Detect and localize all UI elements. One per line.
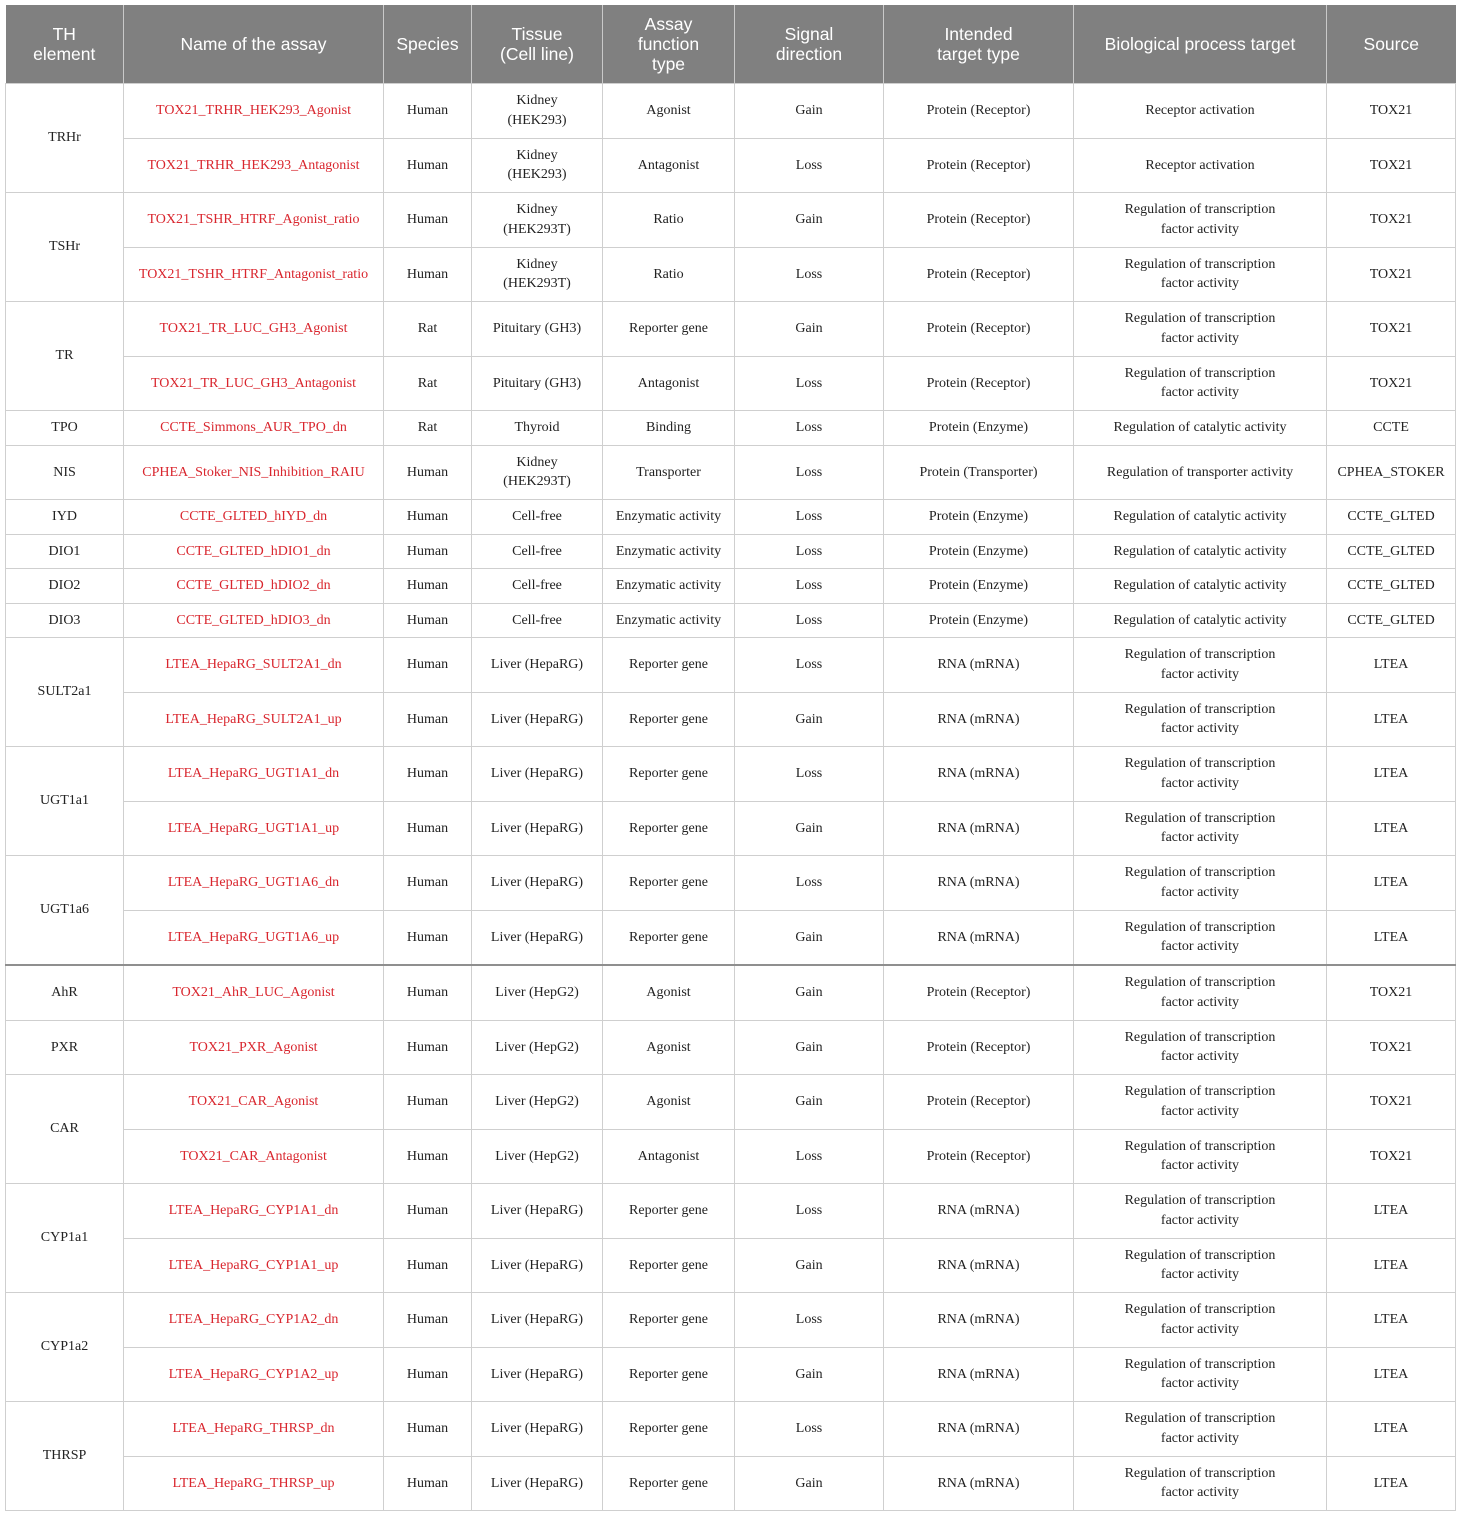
source-cell: TOX21 xyxy=(1327,193,1456,248)
assay-name-link[interactable]: TOX21_CAR_Antagonist xyxy=(124,1129,384,1184)
process-target-cell: Regulation of catalytic activity xyxy=(1074,411,1327,446)
th-element-cell: AhR xyxy=(6,965,124,1020)
species-cell: Rat xyxy=(384,302,472,357)
signal-direction-cell: Loss xyxy=(735,856,884,911)
assay-name-link[interactable]: LTEA_HepaRG_UGT1A6_up xyxy=(124,910,384,965)
process-target-cell: Regulation of transcription factor activity xyxy=(1074,747,1327,802)
tissue-cell: Pituitary (GH3) xyxy=(472,356,603,411)
header-assay-function-type: Assay function type xyxy=(603,5,735,84)
assay-function-cell: Reporter gene xyxy=(603,1238,735,1293)
assay-function-cell: Agonist xyxy=(603,1075,735,1130)
assay-function-cell: Enzymatic activity xyxy=(603,569,735,604)
assay-name-link[interactable]: LTEA_HepaRG_CYP1A1_up xyxy=(124,1238,384,1293)
target-type-cell: RNA (mRNA) xyxy=(884,856,1074,911)
assay-function-cell: Antagonist xyxy=(603,138,735,193)
process-target-cell: Regulation of transcription factor activity xyxy=(1074,1456,1327,1511)
th-element-cell: UGT1a1 xyxy=(6,747,124,856)
signal-direction-cell: Loss xyxy=(735,1184,884,1239)
assay-name-link[interactable]: TOX21_TSHR_HTRF_Agonist_ratio xyxy=(124,193,384,248)
process-target-cell: Regulation of catalytic activity xyxy=(1074,603,1327,638)
source-cell: LTEA xyxy=(1327,910,1456,965)
signal-direction-cell: Loss xyxy=(735,747,884,802)
assay-function-cell: Reporter gene xyxy=(603,801,735,856)
assay-name-link[interactable]: LTEA_HepaRG_THRSP_dn xyxy=(124,1402,384,1457)
assay-name-link[interactable]: TOX21_TRHR_HEK293_Antagonist xyxy=(124,138,384,193)
target-type-cell: RNA (mRNA) xyxy=(884,638,1074,693)
process-target-cell: Regulation of transcription factor activity xyxy=(1074,1238,1327,1293)
target-type-cell: Protein (Enzyme) xyxy=(884,411,1074,446)
process-target-cell: Regulation of transcription factor activity xyxy=(1074,1293,1327,1348)
assay-function-cell: Enzymatic activity xyxy=(603,603,735,638)
target-type-cell: RNA (mRNA) xyxy=(884,1184,1074,1239)
tissue-cell: Liver (HepaRG) xyxy=(472,801,603,856)
signal-direction-cell: Gain xyxy=(735,801,884,856)
table-row xyxy=(6,1075,1456,1130)
tissue-cell: Liver (HepG2) xyxy=(472,1020,603,1075)
assay-name-link[interactable]: LTEA_HepaRG_CYP1A2_up xyxy=(124,1347,384,1402)
table-row xyxy=(6,1456,1456,1511)
assay-function-cell: Agonist xyxy=(603,84,735,139)
assay-name-link[interactable]: LTEA_HepaRG_UGT1A1_dn xyxy=(124,747,384,802)
species-cell: Human xyxy=(384,801,472,856)
tissue-cell: Liver (HepaRG) xyxy=(472,1293,603,1348)
target-type-cell: Protein (Enzyme) xyxy=(884,569,1074,604)
th-element-cell: DIO1 xyxy=(6,534,124,569)
species-cell: Human xyxy=(384,84,472,139)
target-type-cell: Protein (Enzyme) xyxy=(884,500,1074,535)
source-cell: TOX21 xyxy=(1327,1020,1456,1075)
source-cell: TOX21 xyxy=(1327,302,1456,357)
tissue-cell: Cell-free xyxy=(472,500,603,535)
species-cell: Human xyxy=(384,193,472,248)
species-cell: Human xyxy=(384,247,472,302)
process-target-cell: Regulation of catalytic activity xyxy=(1074,569,1327,604)
signal-direction-cell: Loss xyxy=(735,247,884,302)
assay-name-link[interactable]: TOX21_AhR_LUC_Agonist xyxy=(124,965,384,1020)
assay-function-cell: Reporter gene xyxy=(603,1347,735,1402)
process-target-cell: Regulation of transcription factor activity xyxy=(1074,638,1327,693)
process-target-cell: Regulation of transcription factor activity xyxy=(1074,356,1327,411)
signal-direction-cell: Loss xyxy=(735,534,884,569)
source-cell: LTEA xyxy=(1327,638,1456,693)
table-row xyxy=(6,534,1456,569)
target-type-cell: RNA (mRNA) xyxy=(884,1238,1074,1293)
process-target-cell: Regulation of catalytic activity xyxy=(1074,500,1327,535)
signal-direction-cell: Gain xyxy=(735,1020,884,1075)
tissue-cell: Thyroid xyxy=(472,411,603,446)
tissue-cell: Liver (HepaRG) xyxy=(472,1456,603,1511)
signal-direction-cell: Gain xyxy=(735,1075,884,1130)
table-row xyxy=(6,193,1456,248)
target-type-cell: Protein (Receptor) xyxy=(884,1075,1074,1130)
assay-function-cell: Ratio xyxy=(603,193,735,248)
signal-direction-cell: Loss xyxy=(735,411,884,446)
process-target-cell: Regulation of transcription factor activity xyxy=(1074,856,1327,911)
assay-name-link[interactable]: TOX21_CAR_Agonist xyxy=(124,1075,384,1130)
header-biological-process-target: Biological process target xyxy=(1074,5,1327,84)
signal-direction-cell: Loss xyxy=(735,500,884,535)
target-type-cell: RNA (mRNA) xyxy=(884,801,1074,856)
assay-function-cell: Antagonist xyxy=(603,356,735,411)
th-element-cell: SULT2a1 xyxy=(6,638,124,747)
source-cell: TOX21 xyxy=(1327,356,1456,411)
species-cell: Human xyxy=(384,1402,472,1457)
source-cell: CCTE_GLTED xyxy=(1327,603,1456,638)
table-body xyxy=(6,84,1456,1511)
assay-function-cell: Reporter gene xyxy=(603,1293,735,1348)
th-element-cell: TRHr xyxy=(6,84,124,193)
process-target-cell: Regulation of transporter activity xyxy=(1074,445,1327,500)
assay-name-link[interactable]: TOX21_PXR_Agonist xyxy=(124,1020,384,1075)
species-cell: Human xyxy=(384,138,472,193)
source-cell: TOX21 xyxy=(1327,247,1456,302)
table-row xyxy=(6,500,1456,535)
tissue-cell: Pituitary (GH3) xyxy=(472,302,603,357)
target-type-cell: Protein (Receptor) xyxy=(884,1020,1074,1075)
assay-function-cell: Reporter gene xyxy=(603,1456,735,1511)
target-type-cell: Protein (Receptor) xyxy=(884,356,1074,411)
assay-function-cell: Antagonist xyxy=(603,1129,735,1184)
source-cell: LTEA xyxy=(1327,1184,1456,1239)
process-target-cell: Regulation of transcription factor activity xyxy=(1074,247,1327,302)
species-cell: Human xyxy=(384,1020,472,1075)
header-tissue: Tissue (Cell line) xyxy=(472,5,603,84)
table-row xyxy=(6,1020,1456,1075)
process-target-cell: Regulation of transcription factor activity xyxy=(1074,965,1327,1020)
table-row xyxy=(6,965,1456,1020)
source-cell: CCTE xyxy=(1327,411,1456,446)
signal-direction-cell: Gain xyxy=(735,84,884,139)
assay-name-link[interactable]: CCTE_GLTED_hDIO3_dn xyxy=(124,603,384,638)
table-row xyxy=(6,1347,1456,1402)
assay-function-cell: Reporter gene xyxy=(603,1184,735,1239)
header-row xyxy=(6,5,1456,84)
table-row xyxy=(6,801,1456,856)
assay-function-cell: Binding xyxy=(603,411,735,446)
assay-name-link[interactable]: LTEA_HepaRG_THRSP_up xyxy=(124,1456,384,1511)
signal-direction-cell: Loss xyxy=(735,138,884,193)
assay-name-link[interactable]: TOX21_TRHR_HEK293_Agonist xyxy=(124,84,384,139)
assay-name-link[interactable]: LTEA_HepaRG_CYP1A2_dn xyxy=(124,1293,384,1348)
header-source: Source xyxy=(1327,5,1456,84)
signal-direction-cell: Gain xyxy=(735,965,884,1020)
header-signal-direction: Signal direction xyxy=(735,5,884,84)
th-element-cell: PXR xyxy=(6,1020,124,1075)
th-element-cell: TSHr xyxy=(6,193,124,302)
assay-function-cell: Reporter gene xyxy=(603,638,735,693)
process-target-cell: Regulation of transcription factor activity xyxy=(1074,910,1327,965)
process-target-cell: Regulation of transcription factor activity xyxy=(1074,1347,1327,1402)
species-cell: Human xyxy=(384,1456,472,1511)
signal-direction-cell: Loss xyxy=(735,445,884,500)
tissue-cell: Liver (HepaRG) xyxy=(472,638,603,693)
source-cell: TOX21 xyxy=(1327,138,1456,193)
table-row xyxy=(6,1184,1456,1239)
assay-function-cell: Reporter gene xyxy=(603,1402,735,1457)
assay-table-container xyxy=(5,5,1455,1511)
target-type-cell: Protein (Receptor) xyxy=(884,247,1074,302)
th-element-cell: TR xyxy=(6,302,124,411)
assay-name-link[interactable]: LTEA_HepaRG_CYP1A1_dn xyxy=(124,1184,384,1239)
tissue-cell: Cell-free xyxy=(472,534,603,569)
th-element-cell: UGT1a6 xyxy=(6,856,124,966)
tissue-cell: Cell-free xyxy=(472,569,603,604)
tissue-cell: Kidney (HEK293T) xyxy=(472,193,603,248)
target-type-cell: Protein (Receptor) xyxy=(884,84,1074,139)
species-cell: Human xyxy=(384,603,472,638)
species-cell: Human xyxy=(384,1075,472,1130)
source-cell: TOX21 xyxy=(1327,1075,1456,1130)
th-element-cell: TPO xyxy=(6,411,124,446)
process-target-cell: Regulation of transcription factor activity xyxy=(1074,1020,1327,1075)
header-species: Species xyxy=(384,5,472,84)
th-element-cell: CAR xyxy=(6,1075,124,1184)
process-target-cell: Regulation of transcription factor activity xyxy=(1074,193,1327,248)
table-row xyxy=(6,247,1456,302)
source-cell: LTEA xyxy=(1327,1238,1456,1293)
assay-function-cell: Agonist xyxy=(603,1020,735,1075)
th-element-cell: DIO3 xyxy=(6,603,124,638)
process-target-cell: Regulation of transcription factor activity xyxy=(1074,692,1327,747)
assay-table xyxy=(5,5,1456,1511)
signal-direction-cell: Gain xyxy=(735,692,884,747)
table-row xyxy=(6,603,1456,638)
th-element-cell: NIS xyxy=(6,445,124,500)
target-type-cell: RNA (mRNA) xyxy=(884,910,1074,965)
tissue-cell: Liver (HepG2) xyxy=(472,1129,603,1184)
target-type-cell: RNA (mRNA) xyxy=(884,1402,1074,1457)
assay-name-link[interactable]: LTEA_HepaRG_SULT2A1_dn xyxy=(124,638,384,693)
species-cell: Human xyxy=(384,856,472,911)
target-type-cell: Protein (Enzyme) xyxy=(884,603,1074,638)
table-row xyxy=(6,445,1456,500)
table-row xyxy=(6,1129,1456,1184)
source-cell: TOX21 xyxy=(1327,84,1456,139)
assay-function-cell: Enzymatic activity xyxy=(603,500,735,535)
table-row xyxy=(6,569,1456,604)
signal-direction-cell: Gain xyxy=(735,302,884,357)
table-row xyxy=(6,84,1456,139)
table-row xyxy=(6,692,1456,747)
target-type-cell: RNA (mRNA) xyxy=(884,1347,1074,1402)
table-row xyxy=(6,747,1456,802)
signal-direction-cell: Gain xyxy=(735,1238,884,1293)
assay-name-link[interactable]: CCTE_GLTED_hDIO2_dn xyxy=(124,569,384,604)
source-cell: LTEA xyxy=(1327,801,1456,856)
source-cell: LTEA xyxy=(1327,1347,1456,1402)
assay-name-link[interactable]: CCTE_Simmons_AUR_TPO_dn xyxy=(124,411,384,446)
tissue-cell: Cell-free xyxy=(472,603,603,638)
tissue-cell: Liver (HepaRG) xyxy=(472,1402,603,1457)
source-cell: CCTE_GLTED xyxy=(1327,569,1456,604)
assay-name-link[interactable]: TOX21_TSHR_HTRF_Antagonist_ratio xyxy=(124,247,384,302)
target-type-cell: Protein (Receptor) xyxy=(884,193,1074,248)
tissue-cell: Liver (HepaRG) xyxy=(472,1184,603,1239)
table-row xyxy=(6,856,1456,911)
process-target-cell: Regulation of catalytic activity xyxy=(1074,534,1327,569)
table-row xyxy=(6,302,1456,357)
tissue-cell: Kidney (HEK293) xyxy=(472,84,603,139)
process-target-cell: Regulation of transcription factor activity xyxy=(1074,1402,1327,1457)
signal-direction-cell: Loss xyxy=(735,356,884,411)
assay-function-cell: Reporter gene xyxy=(603,856,735,911)
signal-direction-cell: Loss xyxy=(735,603,884,638)
source-cell: LTEA xyxy=(1327,1456,1456,1511)
species-cell: Human xyxy=(384,534,472,569)
species-cell: Human xyxy=(384,1293,472,1348)
signal-direction-cell: Loss xyxy=(735,569,884,604)
source-cell: CCTE_GLTED xyxy=(1327,534,1456,569)
assay-function-cell: Ratio xyxy=(603,247,735,302)
assay-name-link[interactable]: LTEA_HepaRG_UGT1A6_dn xyxy=(124,856,384,911)
tissue-cell: Liver (HepaRG) xyxy=(472,1347,603,1402)
source-cell: CPHEA_STOKER xyxy=(1327,445,1456,500)
source-cell: LTEA xyxy=(1327,1293,1456,1348)
species-cell: Human xyxy=(384,500,472,535)
tissue-cell: Liver (HepaRG) xyxy=(472,1238,603,1293)
assay-function-cell: Transporter xyxy=(603,445,735,500)
species-cell: Human xyxy=(384,1184,472,1239)
source-cell: TOX21 xyxy=(1327,1129,1456,1184)
target-type-cell: RNA (mRNA) xyxy=(884,1456,1074,1511)
species-cell: Human xyxy=(384,638,472,693)
process-target-cell: Receptor activation xyxy=(1074,84,1327,139)
assay-function-cell: Reporter gene xyxy=(603,692,735,747)
signal-direction-cell: Loss xyxy=(735,1402,884,1457)
header-assay-name: Name of the assay xyxy=(124,5,384,84)
tissue-cell: Kidney (HEK293T) xyxy=(472,445,603,500)
signal-direction-cell: Loss xyxy=(735,1293,884,1348)
target-type-cell: Protein (Receptor) xyxy=(884,1129,1074,1184)
species-cell: Human xyxy=(384,569,472,604)
tissue-cell: Kidney (HEK293) xyxy=(472,138,603,193)
process-target-cell: Regulation of transcription factor activity xyxy=(1074,302,1327,357)
table-row xyxy=(6,1238,1456,1293)
target-type-cell: RNA (mRNA) xyxy=(884,692,1074,747)
assay-name-link[interactable]: TOX21_TR_LUC_GH3_Agonist xyxy=(124,302,384,357)
species-cell: Human xyxy=(384,1238,472,1293)
species-cell: Human xyxy=(384,910,472,965)
target-type-cell: Protein (Receptor) xyxy=(884,302,1074,357)
source-cell: TOX21 xyxy=(1327,965,1456,1020)
assay-function-cell: Reporter gene xyxy=(603,302,735,357)
assay-name-link[interactable]: TOX21_TR_LUC_GH3_Antagonist xyxy=(124,356,384,411)
tissue-cell: Liver (HepG2) xyxy=(472,965,603,1020)
source-cell: LTEA xyxy=(1327,692,1456,747)
tissue-cell: Liver (HepG2) xyxy=(472,1075,603,1130)
process-target-cell: Regulation of transcription factor activity xyxy=(1074,1129,1327,1184)
assay-name-link[interactable]: CCTE_GLTED_hDIO1_dn xyxy=(124,534,384,569)
table-row xyxy=(6,910,1456,965)
signal-direction-cell: Gain xyxy=(735,193,884,248)
table-row xyxy=(6,138,1456,193)
tissue-cell: Liver (HepaRG) xyxy=(472,692,603,747)
target-type-cell: Protein (Receptor) xyxy=(884,138,1074,193)
species-cell: Human xyxy=(384,1347,472,1402)
header-intended-target-type: Intended target type xyxy=(884,5,1074,84)
assay-name-link[interactable]: CCTE_GLTED_hIYD_dn xyxy=(124,500,384,535)
target-type-cell: RNA (mRNA) xyxy=(884,747,1074,802)
process-target-cell: Regulation of transcription factor activity xyxy=(1074,1075,1327,1130)
th-element-cell: CYP1a1 xyxy=(6,1184,124,1293)
assay-function-cell: Agonist xyxy=(603,965,735,1020)
table-row xyxy=(6,1402,1456,1457)
process-target-cell: Receptor activation xyxy=(1074,138,1327,193)
source-cell: LTEA xyxy=(1327,1402,1456,1457)
species-cell: Human xyxy=(384,692,472,747)
tissue-cell: Liver (HepaRG) xyxy=(472,856,603,911)
assay-function-cell: Reporter gene xyxy=(603,747,735,802)
tissue-cell: Liver (HepaRG) xyxy=(472,910,603,965)
species-cell: Rat xyxy=(384,356,472,411)
source-cell: CCTE_GLTED xyxy=(1327,500,1456,535)
species-cell: Rat xyxy=(384,411,472,446)
source-cell: LTEA xyxy=(1327,856,1456,911)
signal-direction-cell: Gain xyxy=(735,1347,884,1402)
target-type-cell: Protein (Receptor) xyxy=(884,965,1074,1020)
source-cell: LTEA xyxy=(1327,747,1456,802)
target-type-cell: Protein (Enzyme) xyxy=(884,534,1074,569)
species-cell: Human xyxy=(384,1129,472,1184)
table-row xyxy=(6,356,1456,411)
th-element-cell: IYD xyxy=(6,500,124,535)
signal-direction-cell: Gain xyxy=(735,1456,884,1511)
species-cell: Human xyxy=(384,445,472,500)
target-type-cell: RNA (mRNA) xyxy=(884,1293,1074,1348)
table-row xyxy=(6,411,1456,446)
assay-function-cell: Enzymatic activity xyxy=(603,534,735,569)
th-element-cell: THRSP xyxy=(6,1402,124,1511)
assay-name-link[interactable]: LTEA_HepaRG_SULT2A1_up xyxy=(124,692,384,747)
assay-name-link[interactable]: CPHEA_Stoker_NIS_Inhibition_RAIU xyxy=(124,445,384,500)
target-type-cell: Protein (Transporter) xyxy=(884,445,1074,500)
signal-direction-cell: Loss xyxy=(735,638,884,693)
process-target-cell: Regulation of transcription factor activity xyxy=(1074,801,1327,856)
th-element-cell: CYP1a2 xyxy=(6,1293,124,1402)
process-target-cell: Regulation of transcription factor activity xyxy=(1074,1184,1327,1239)
tissue-cell: Kidney (HEK293T) xyxy=(472,247,603,302)
signal-direction-cell: Loss xyxy=(735,1129,884,1184)
signal-direction-cell: Gain xyxy=(735,910,884,965)
species-cell: Human xyxy=(384,965,472,1020)
tissue-cell: Liver (HepaRG) xyxy=(472,747,603,802)
species-cell: Human xyxy=(384,747,472,802)
th-element-cell: DIO2 xyxy=(6,569,124,604)
header-th-element: TH element xyxy=(6,5,124,84)
assay-function-cell: Reporter gene xyxy=(603,910,735,965)
table-row xyxy=(6,638,1456,693)
assay-name-link[interactable]: LTEA_HepaRG_UGT1A1_up xyxy=(124,801,384,856)
table-row xyxy=(6,1293,1456,1348)
